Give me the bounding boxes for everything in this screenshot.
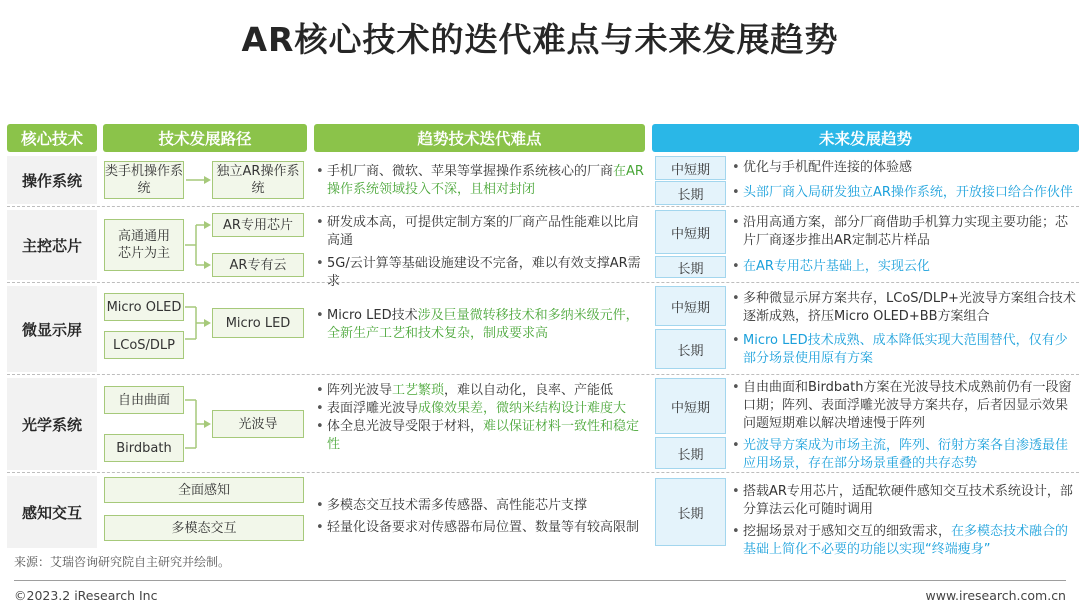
core-optics: 光学系统: [7, 378, 97, 470]
difficulty-display: [316, 307, 644, 343]
term-short-mid: 中短期: [655, 156, 726, 180]
page-title: AR核心技术的迭代难点与未来发展趋势: [241, 20, 839, 59]
branch-arrow-icon: [184, 215, 212, 275]
core-chip: 主控芯片: [7, 210, 97, 280]
difficulty-item: • 5G/云计算等基础设施建设不完备，难以有效支撑AR需求: [316, 255, 644, 291]
path-os-mobile: 类手机操作系统: [104, 161, 184, 199]
difficulty-item: • 手机厂商、微软、苹果等掌握操作系统核心的厂商在AR操作系统领域投入不深，且相对封闭: [316, 163, 644, 199]
header-difficulty: 趋势技术迭代难点: [314, 124, 645, 152]
trend-optics-short: • 自由曲面和Birdbath方案在光波导技术成熟前仍有一段窗口期；阵列、表面浮雕光波导方案共存，后者因显示效果问题短期难以解决增速慢于阵列: [732, 379, 1078, 433]
core-perception: 感知交互: [7, 476, 97, 548]
term-long: 长期: [655, 256, 726, 278]
arrow-icon: [184, 172, 212, 188]
term-long: 长期: [655, 181, 726, 205]
path-optics-birdbath: Birdbath: [104, 434, 184, 462]
trend-perception-long: • 搭载AR专用芯片，适配软硬件感知交互技术系统设计，部分算法云化可随时调用 • 挖掘场景对于感知交互的细致需求，在多模态技术融合的基础上简化不必要的功能以实现“终端瘦身”: [732, 483, 1078, 559]
difficulty-item: • 轻量化设备要求对传感器布局位置、数量等有较高限制: [316, 519, 644, 537]
term-short-mid: 中短期: [655, 210, 726, 254]
path-perception-multimodal: 多模态交互: [104, 515, 304, 541]
difficulty-perception: [316, 497, 644, 537]
website-link[interactable]: www.iresearch.com.cn: [925, 588, 1066, 603]
path-chip-qualcomm: 高通通用芯片为主: [104, 219, 184, 271]
term-long: 长期: [655, 437, 726, 469]
term-long: 长期: [655, 329, 726, 369]
path-display-micro-oled: Micro OLED: [104, 293, 184, 321]
term-short-mid: 中短期: [655, 286, 726, 326]
core-os: 操作系统: [7, 156, 97, 204]
path-perception-full: 全面感知: [104, 477, 304, 503]
difficulty-item: • Micro LED技术涉及巨量微转移技术和多纳米级元件，全新生产工艺和技术复杂，制成要求高: [316, 307, 644, 343]
difficulty-os: [316, 163, 644, 199]
difficulty-item: • 多模态交互技术需多传感器、高性能芯片支撑: [316, 497, 644, 515]
header-future-trend: 未来发展趋势: [652, 124, 1079, 152]
difficulty-item: • 阵列光波导工艺繁琐，难以自动化，良率、产能低: [316, 382, 644, 400]
core-microdisplay: 微显示屏: [7, 286, 97, 372]
trend-os-short: • 优化与手机配件连接的体验感: [732, 159, 1078, 177]
path-display-lcos-dlp: LCoS/DLP: [104, 331, 184, 359]
row-divider: [7, 374, 1079, 375]
path-chip-ar-dedicated: AR专用芯片: [212, 213, 304, 237]
term-short-mid: 中短期: [655, 378, 726, 434]
path-optics-waveguide: 光波导: [212, 410, 304, 438]
difficulty-chip: [316, 214, 644, 291]
merge-arrow-icon: [184, 392, 212, 458]
path-optics-freeform: 自由曲面: [104, 386, 184, 414]
trend-display-long: • Micro LED技术成熟、成本降低实现大范围替代，仅有少部分场景使用原有方案: [732, 332, 1078, 368]
trend-optics-long: • 光波导方案成为市场主流，阵列、衍射方案各自渗透最佳应用场景，存在部分场景重叠的共存态势: [732, 437, 1078, 473]
merge-arrow-icon: [184, 300, 212, 346]
term-long: 长期: [655, 478, 726, 546]
row-divider: [7, 282, 1079, 283]
trend-chip-short: • 沿用高通方案，部分厂商借助手机算力实现主要功能；芯片厂商逐步推出AR定制芯片样品: [732, 214, 1078, 250]
path-chip-ar-cloud: AR专有云: [212, 253, 304, 277]
trend-os-long: • 头部厂商入局研发独立AR操作系统，开放接口给合作伙伴: [732, 184, 1078, 202]
footer-divider: [14, 580, 1066, 581]
source-note: 来源：艾瑞咨询研究院自主研究并绘制。: [14, 555, 231, 569]
difficulty-item: • 表面浮雕光波导成像效果差，微纳米结构设计难度大: [316, 400, 644, 418]
path-display-micro-led: Micro LED: [212, 308, 304, 338]
header-tech-path: 技术发展路径: [103, 124, 307, 152]
difficulty-item: • 体全息光波导受限于材料，难以保证材料一致性和稳定性: [316, 418, 644, 454]
row-divider: [7, 472, 1079, 473]
trend-display-short: • 多种微显示屏方案共存，LCoS/DLP+光波导方案组合技术逐渐成熟，挤压Micro OLED+BB方案组合: [732, 290, 1078, 326]
copyright: ©2023.2 iResearch Inc: [14, 588, 158, 603]
header-core-tech: 核心技术: [7, 124, 97, 152]
row-divider: [7, 206, 1079, 207]
difficulty-optics: [316, 382, 644, 454]
trend-chip-long: • 在AR专用芯片基础上，实现云化: [732, 258, 1078, 276]
path-os-independent: 独立AR操作系统: [212, 161, 304, 199]
difficulty-item: • 研发成本高，可提供定制方案的厂商产品性能难以比肩高通: [316, 214, 644, 250]
